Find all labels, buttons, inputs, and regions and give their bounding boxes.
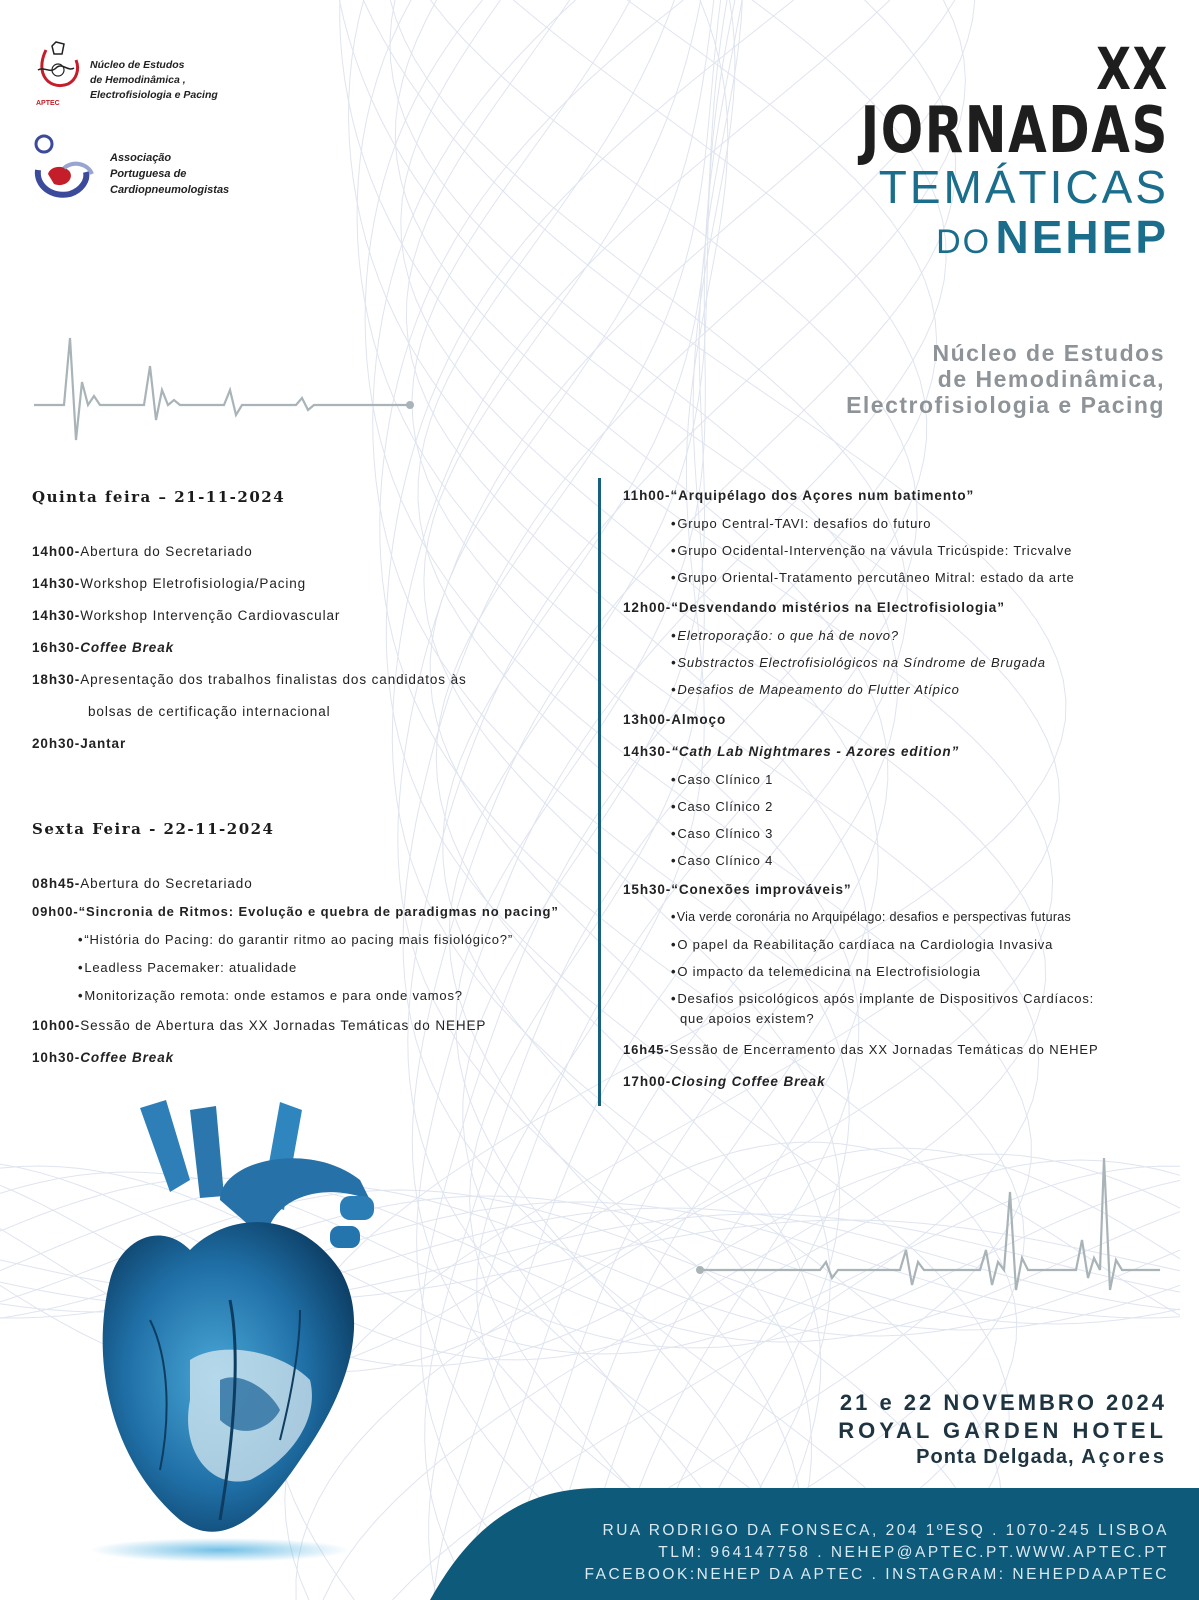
text: O impacto da telemedicina na Electrofisiologia [677,964,981,979]
apc-logo-line3: Cardiopneumologistas [110,184,230,196]
footer-address: RUA RODRIGO DA FONSECA, 204 1ºESQ . 1070-245 LISBOA [602,1522,1169,1539]
text: Caso Clínico 3 [677,826,774,841]
text: Apresentação dos trabalhos finalistas dos candidatos às [80,672,467,687]
time: 08h45- [32,876,81,891]
time: 09h00- [32,904,79,919]
session-1530 [623,882,852,897]
nehep-logo-tag: APTEC [36,100,60,107]
session-1645 [623,1042,1099,1057]
text: O papel da Reabilitação cardíaca na Cardiologia Invasiva [677,937,1054,952]
apc-logo-mark-icon [30,130,100,202]
text: Desafios de Mapeamento do Flutter Atípico [677,682,960,697]
text: Sessão de Abertura das XX Jornadas Temáticas do NEHEP [80,1018,487,1033]
text: “Arquipélago dos Açores num batimento” [670,488,975,503]
title-tematicas: TEMÁTICAS [878,161,1169,213]
text: “Conexões improváveis” [671,882,852,897]
title-edition: XX [1096,35,1169,103]
time: 13h00- [623,712,672,727]
nehep-logo [34,40,274,110]
day2-item-6 [32,1018,486,1033]
session-1100-sub-1: •Grupo Central-TAVI: desafios do futuro [671,516,932,531]
title-jornadas: JORNADAS [860,94,1169,168]
nehep-logo-line2: de Hemodinâmica , [90,74,186,86]
subtitle-line3: Electrofisiologia e Pacing [846,392,1165,418]
text: “História do Pacing: do garantir ritmo ao pacing mais fisiológico?” [84,932,513,947]
text: Caso Clínico 2 [677,799,774,814]
session-1430 [623,744,959,759]
footer-contacts [585,1520,1169,1586]
text: Coffee Break [80,640,175,655]
day1-item-7 [32,736,126,751]
nehep-logo-line3: Electrofisiologia e Pacing [90,89,218,101]
session-1430-sub-1: •Caso Clínico 1 [671,772,774,787]
subtitle-line2: de Hemodinâmica, [937,366,1165,392]
text: Grupo Central-TAVI: desafios do futuro [677,516,932,531]
day2-sub-3: •Monitorização remota: onde estamos e para onde vamos? [78,988,463,1003]
nehep-logo-mark-icon [34,40,84,102]
text: Jantar [80,736,127,751]
day1-item-6 [88,704,331,719]
apc-logo-text [110,150,229,198]
footer-phone-email: TLM: 964147758 . NEHEP@APTEC.PT.WWW.APTEC.PT [658,1544,1169,1561]
text: Abertura do Secretariado [80,544,253,559]
text: Grupo Oriental-Tratamento percutâneo Mitral: estado da arte [677,570,1075,585]
text: que apoios existem? [680,1011,815,1026]
day1-item-2 [32,576,306,591]
day2-item-2 [32,904,559,919]
apc-logo-line1: Associação [110,152,172,164]
footer-social: FACEBOOK:NEHEP DA APTEC . INSTAGRAM: NEHEPDAAPTEC [584,1566,1169,1583]
text: Closing Coffee Break [671,1074,826,1089]
time: 15h30- [623,882,672,897]
text: Coffee Break [80,1050,175,1065]
time: 14h30- [32,608,81,623]
time: 20h30- [32,736,81,751]
session-1200-sub-3: •Desafios de Mapeamento do Flutter Atípico [671,682,960,697]
session-1300 [623,712,726,727]
text: “Cath Lab Nightmares - Azores edition” [671,744,960,759]
nehep-logo-text [90,58,218,103]
text: “Sincronia de Ritmos: Evolução e quebra de paradigmas no pacing” [78,904,559,919]
text: Leadless Pacemaker: atualidade [84,960,297,975]
column-divider [598,478,601,1106]
session-1200-sub-2: •Substractos Electrofisiológicos na Síndrome de Brugada [671,655,1046,670]
apc-logo [30,130,290,202]
text: Desafios psicológicos após implante de Dispositivos Cardíacos: [677,991,1095,1006]
text: “Desvendando mistérios na Electrofisiologia” [671,600,1005,615]
session-1100 [623,488,974,503]
text: Workshop Intervenção Cardiovascular [80,608,341,623]
subtitle-line1: Núcleo de Estudos [932,340,1165,366]
session-1530-sub-4b [680,1011,814,1026]
day2-sub-1: •“História do Pacing: do garantir ritmo ao pacing mais fisiológico?” [78,932,513,947]
session-1100-sub-3: •Grupo Oriental-Tratamento percutâneo Mitral: estado da arte [671,570,1075,585]
text: Via verde coronária no Arquipélago: desafios e perspectivas futuras [676,910,1072,924]
session-1530-sub-3: •O impacto da telemedicina na Electrofisiologia [671,964,981,979]
day2-item-1 [32,876,253,891]
time: 16h30- [32,640,81,655]
session-1700 [623,1074,825,1089]
day1-heading: Quinta feira – 21-11-2024 [32,488,286,506]
day1-item-4 [32,640,174,655]
session-1200-sub-1: •Eletroporação: o que há de novo? [671,628,899,643]
day1-item-3 [32,608,340,623]
title-do: DO [936,223,992,261]
event-title [769,35,1169,264]
ekg-line-2-icon [690,1150,1170,1300]
time: 11h00- [623,488,671,503]
session-1430-sub-4: •Caso Clínico 4 [671,853,774,868]
time: 14h00- [32,544,81,559]
text: Caso Clínico 1 [677,772,774,787]
session-1100-sub-2: •Grupo Ocidental-Intervenção na vávula Tricúspide: Tricvalve [671,543,1073,558]
apc-logo-line2: Portuguesa de [110,168,187,180]
session-1530-sub-1: •Via verde coronária no Arquipélago: desafios e perspectivas futuras [671,910,1072,924]
text: Grupo Ocidental-Intervenção na vávula Tricúspide: Tricvalve [677,543,1073,558]
day1-item-1 [32,544,253,559]
day2-sub-2: •Leadless Pacemaker: atualidade [78,960,297,975]
day2-heading: Sexta Feira - 22-11-2024 [32,820,275,838]
day2-item-7 [32,1050,174,1065]
ekg-line-icon [34,330,424,450]
session-1530-sub-4: •Desafios psicológicos após implante de Dispositivos Cardíacos: [671,991,1095,1006]
title-nehep: NEHEP [995,211,1169,263]
session-1430-sub-2: •Caso Clínico 2 [671,799,774,814]
time: 14h30- [32,576,81,591]
text: bolsas de certificação internacional [88,704,331,719]
time: 16h45- [623,1042,670,1057]
text: Sessão de Encerramento das XX Jornadas Temáticas do NEHEP [669,1042,1099,1057]
session-1200 [623,600,1005,615]
event-region: Açores [1081,1446,1167,1468]
time: 18h30- [32,672,81,687]
text: Monitorização remota: onde estamos e para onde vamos? [84,988,463,1003]
day1-item-5 [32,672,467,687]
session-1430-sub-3: •Caso Clínico 3 [671,826,774,841]
time: 14h30- [623,744,672,759]
text: Substractos Electrofisiológicos na Síndrome de Brugada [677,655,1046,670]
text: Almoço [671,712,727,727]
text: Caso Clínico 4 [677,853,774,868]
text: Workshop Eletrofisiologia/Pacing [80,576,307,591]
event-city: Ponta Delgada, [916,1446,1075,1468]
event-location [838,1446,1167,1469]
event-venue: ROYAL GARDEN HOTEL [838,1418,1167,1443]
organizer-subtitle [846,340,1165,418]
event-details [838,1390,1167,1469]
time: 10h00- [32,1018,81,1033]
time: 17h00- [623,1074,672,1089]
session-1530-sub-2: •O papel da Reabilitação cardíaca na Cardiologia Invasiva [671,937,1054,952]
event-dates: 21 e 22 NOVEMBRO 2024 [839,1390,1167,1415]
text: Eletroporação: o que há de novo? [677,628,899,643]
text: Abertura do Secretariado [80,876,253,891]
nehep-logo-line1: Núcleo de Estudos [90,59,185,71]
time: 12h00- [623,600,672,615]
time: 10h30- [32,1050,81,1065]
